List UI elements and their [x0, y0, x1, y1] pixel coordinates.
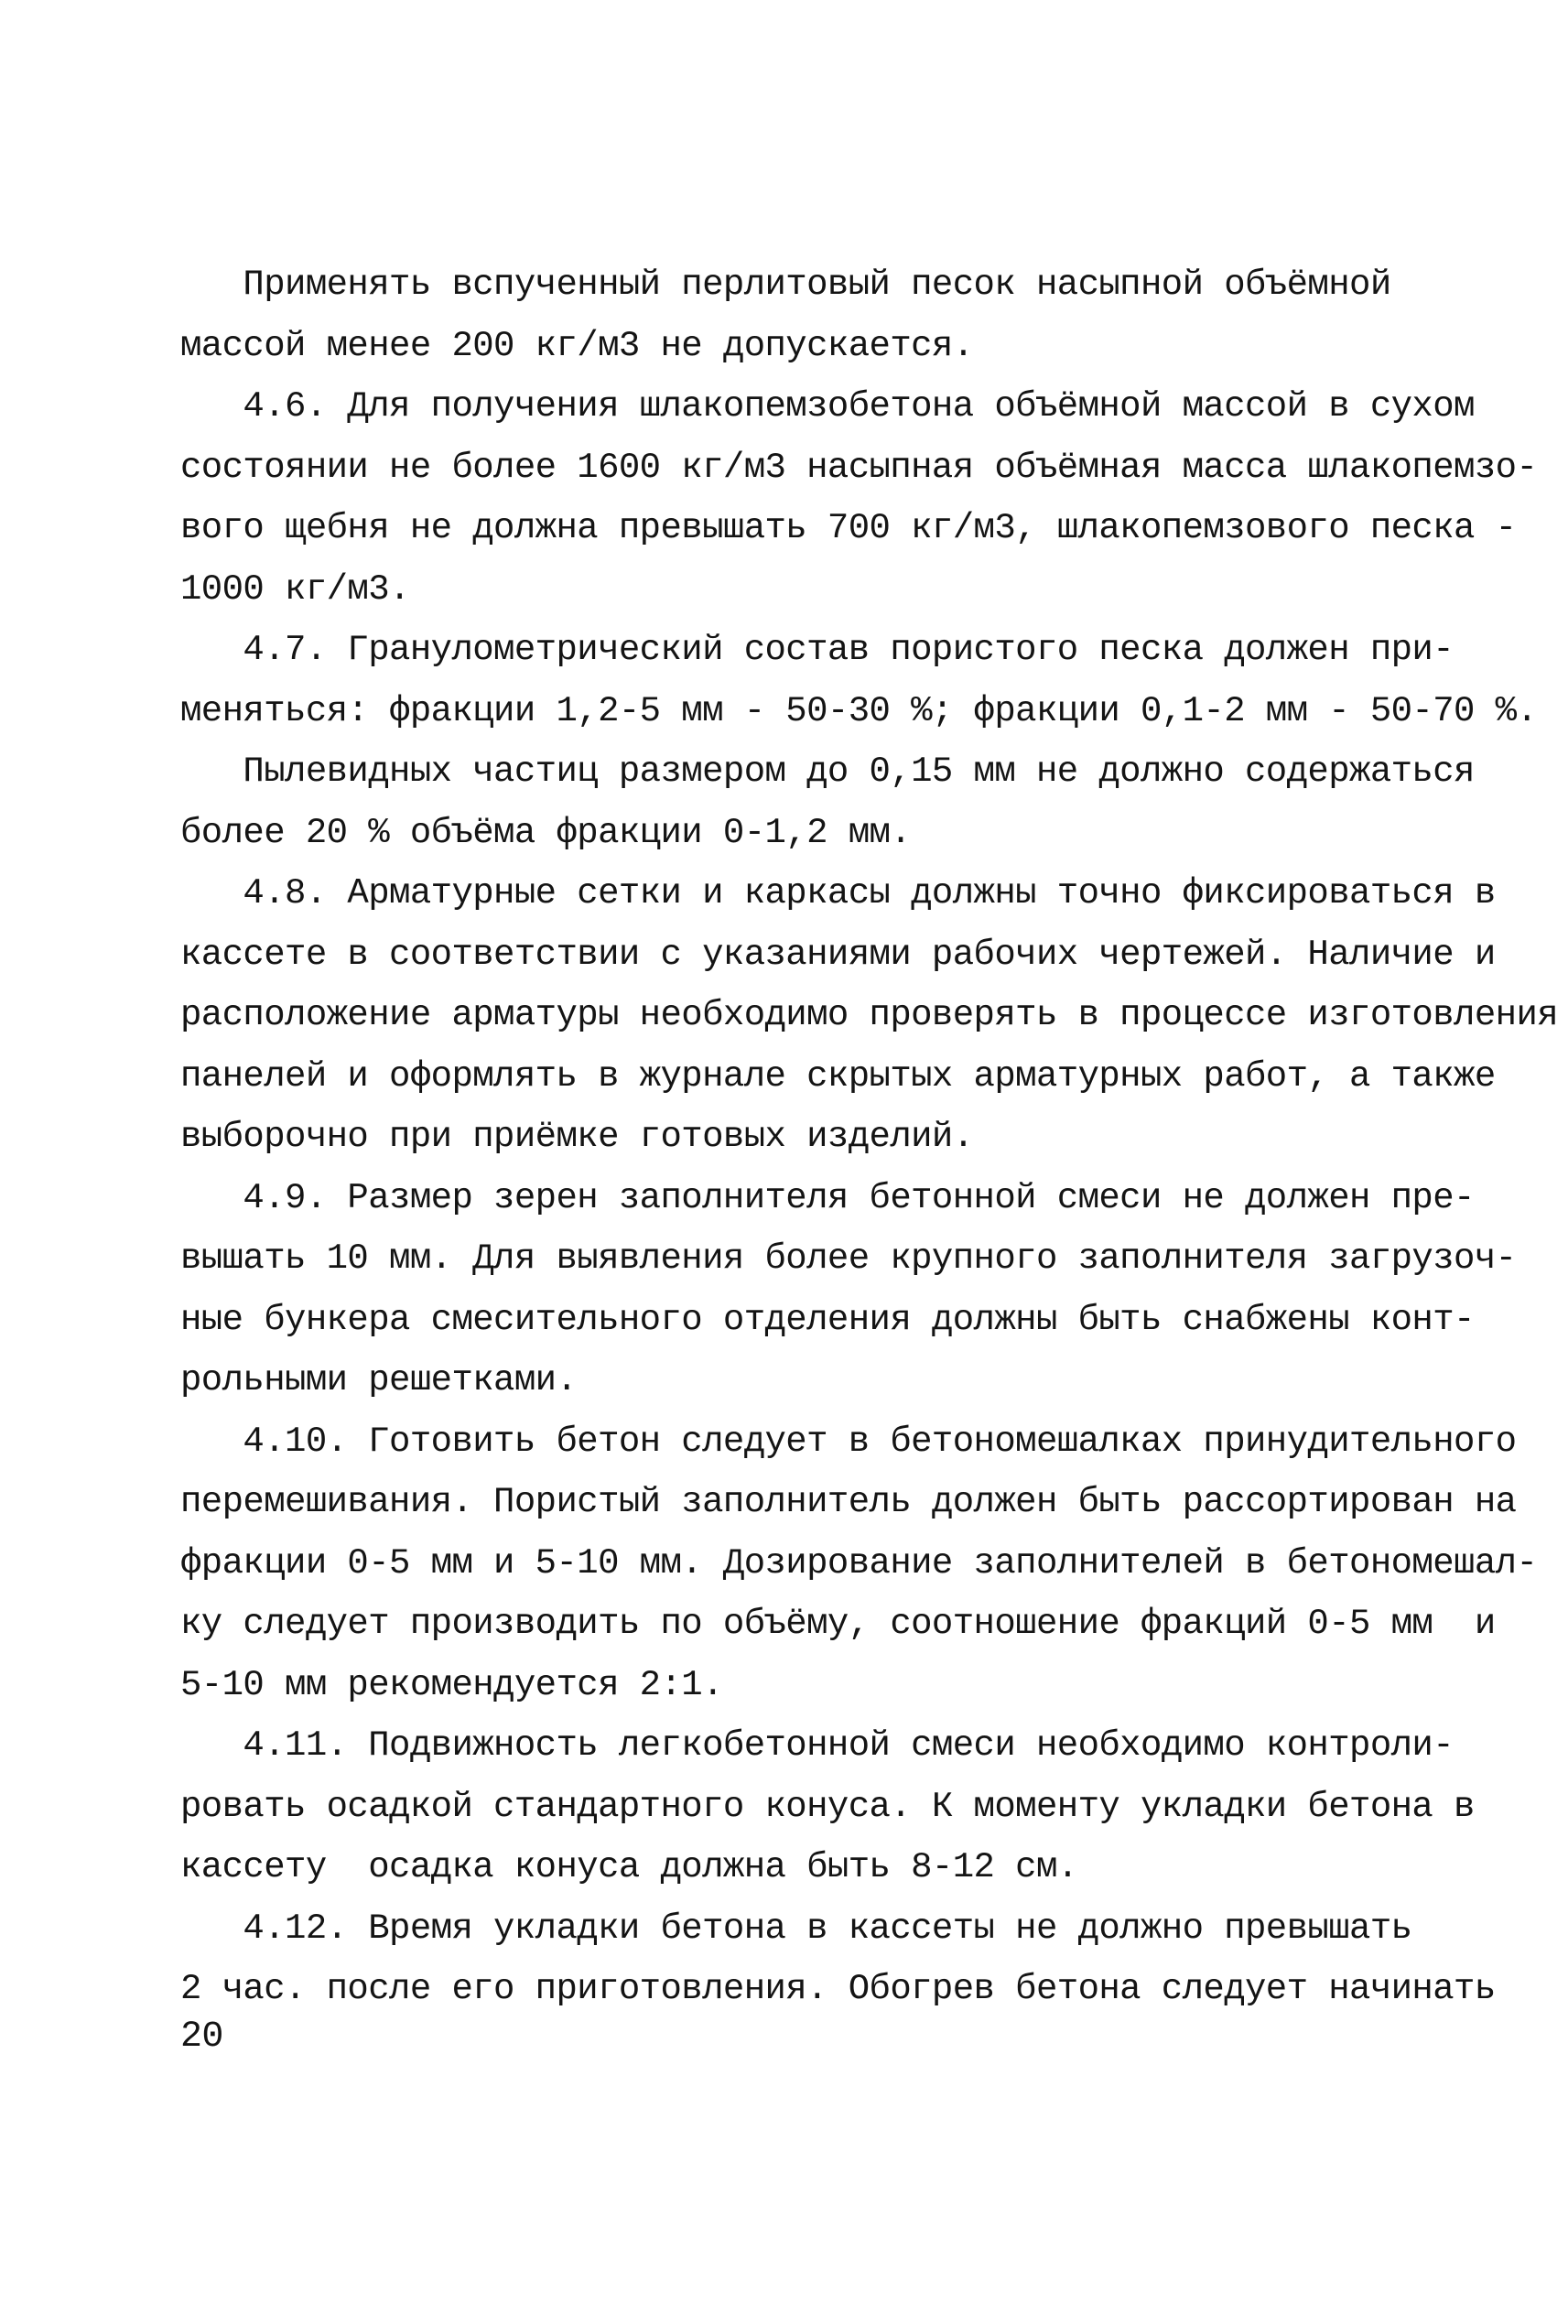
text-line: 4.6. Для получения шлакопемзобетона объёмной массой в сухом [180, 386, 1475, 427]
page-number: 20 [180, 2016, 223, 2058]
text-line: 4.12. Время укладки бетона в кассеты не должно превышать [180, 1908, 1412, 1949]
text-line: состоянии не более 1600 кг/м3 насыпная объёмная масса шлакопемзо- [180, 448, 1538, 488]
text-line: фракции 0-5 мм и 5-10 мм. Дозирование заполнителей в бетономешал- [180, 1543, 1538, 1584]
text-line: 4.7. Гранулометрический состав пористого песка должен при- [180, 630, 1454, 670]
text-line: меняться: фракции 1,2-5 мм - 50-30 %; фракции 0,1-2 мм - 50-70 %. [180, 691, 1538, 731]
text-line: рольными решетками. [180, 1360, 578, 1400]
text-line: 4.10. Готовить бетон следует в бетономешалках принудительного [180, 1421, 1517, 1462]
text-line: массой менее 200 кг/м3 не допускается. [180, 326, 974, 366]
text-line: Применять вспученный перлитовый песок насыпной объёмной [180, 265, 1391, 305]
text-line: более 20 % объёма фракции 0-1,2 мм. [180, 813, 912, 853]
text-line: перемешивания. Пористый заполнитель должен быть рассортирован на [180, 1482, 1517, 1522]
text-line: вого щебня не должна превышать 700 кг/м3, шлакопемзового песка - [180, 508, 1517, 548]
text-line: Пылевидных частиц размером до 0,15 мм не должно содержаться [180, 751, 1475, 792]
text-line: ные бункера смесительного отделения должны быть снабжены конт- [180, 1300, 1475, 1340]
text-line: 4.8. Арматурные сетки и каркасы должны точно фиксироваться в [180, 873, 1496, 913]
text-line: 5-10 мм рекомендуется 2:1. [180, 1665, 723, 1705]
text-line: 2 час. после его приготовления. Обогрев бетона следует начинать [180, 1969, 1496, 2009]
text-line: ровать осадкой стандартного конуса. К моменту укладки бетона в [180, 1787, 1475, 1827]
text-line: расположение арматуры необходимо проверять в процессе изготовления [180, 995, 1559, 1035]
text-line: выборочно при приёмке готовых изделий. [180, 1117, 974, 1157]
text-line: кассете в соответствии с указаниями рабочих чертежей. Наличие и [180, 935, 1496, 975]
text-line: вышать 10 мм. Для выявления более крупного заполнителя загрузоч- [180, 1238, 1517, 1279]
text-line: 1000 кг/м3. [180, 569, 410, 610]
text-line: 4.11. Подвижность легкобетонной смеси необходимо контроли- [180, 1725, 1454, 1766]
text-line: кассету осадка конуса должна быть 8-12 см. [180, 1847, 1078, 1887]
text-line: панелей и оформлять в журнале скрытых арматурных работ, а также [180, 1056, 1496, 1097]
text-line: 4.9. Размер зерен заполнителя бетонной смеси не должен пре- [180, 1178, 1475, 1218]
text-line: ку следует производить по объёму, соотношение фракций 0-5 мм и [180, 1604, 1496, 1644]
